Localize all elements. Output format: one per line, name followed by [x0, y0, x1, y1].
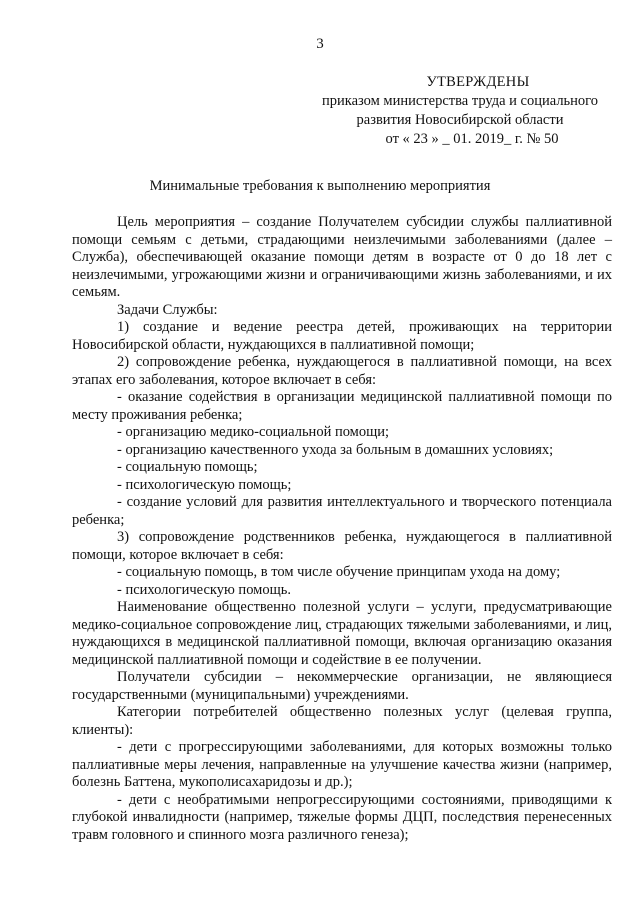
list-item: - создание условий для развития интеллектуального и творческого потенциала ребенка; — [72, 494, 612, 528]
paragraph-recipients: Получатели субсидии – некоммерческие организации, не являющиеся государственными (муниципальными) учреждениями. — [72, 669, 612, 703]
list-item: - социальную помощь, в том числе обучение принципам ухода на дому; — [117, 564, 561, 580]
document-title: Минимальные требования к выполнению мероприятия — [149, 178, 491, 194]
document-body — [72, 214, 612, 844]
list-item: - оказание содействия в организации медицинской паллиативной помощи по месту проживания ребенка; — [72, 389, 612, 423]
paragraph-task-1: 1) создание и ведение реестра детей, проживающих на территории Новосибирской области, нуждающихся в паллиативной помощи; — [72, 319, 612, 353]
paragraph-task-3: 3) сопровождение родственников ребенка, нуждающегося в паллиативной помощи, которое включает в себя: — [72, 529, 612, 563]
paragraph-service-name: Наименование общественно полезной услуги – услуги, предусматривающие медико-социальное сопровождение лиц, страдающих тяжелыми заболеваниями, и лиц, нуждающихся в медицинской паллиативной помощи, включая организацию оказания медицинской паллиативной помощи и содействие в ее получении. — [72, 599, 612, 668]
approval-block — [300, 73, 620, 149]
approval-heading: УТВЕРЖДЕНЫ — [426, 74, 530, 90]
paragraph-task-2: 2) сопровождение ребенка, нуждающегося в паллиативной помощи, на всех этапах его заболевания, которое включает в себя: — [72, 354, 612, 388]
paragraph-tasks-heading: Задачи Службы: — [117, 301, 218, 318]
list-item: - психологическую помощь; — [117, 476, 292, 493]
list-item: - организацию качественного ухода за больным в домашних условиях; — [117, 441, 554, 458]
page-number: 3 — [316, 36, 324, 52]
approval-order-line: приказом министерства труда и социального — [321, 93, 599, 109]
list-item: - социальную помощь; — [117, 459, 258, 475]
paragraph-categories: Категории потребителей общественно полезных услуг (целевая группа, клиенты): — [72, 704, 612, 738]
list-item: - психологическую помощь. — [117, 581, 291, 598]
paragraph-goal: Цель мероприятия – создание Получателем субсидии службы паллиативной помощи семьям с детьми, страдающими неизлечимыми заболеваниями (далее – Служба), обеспечивающей оказание помощи детям в возрасте от 0 до 18 лет с неизлечимыми, угрожающими жизни и ограничивающими жизнь заболеваниями, и их семьям. — [72, 214, 612, 300]
approval-date-number: от « 23 » _ 01. 2019_ г. № 50 — [385, 131, 559, 147]
list-item: - дети с прогрессирующими заболеваниями, для которых возможны только паллиативные меры лечения, направленные на улучшение качества жизни (например, болезнь Баттена, мукополисахаридозы и др.); — [72, 739, 612, 790]
approval-ministry-line: развития Новосибирской области — [356, 112, 564, 128]
list-item: - дети с необратимыми непрогрессирующими состояниями, приводящими к глубокой инвалидности (например, тяжелые формы ДЦП, последствия перенесенных травм головного и спинного мозга различного генеза); — [72, 791, 612, 843]
list-item: - организацию медико-социальной помощи; — [117, 424, 390, 440]
